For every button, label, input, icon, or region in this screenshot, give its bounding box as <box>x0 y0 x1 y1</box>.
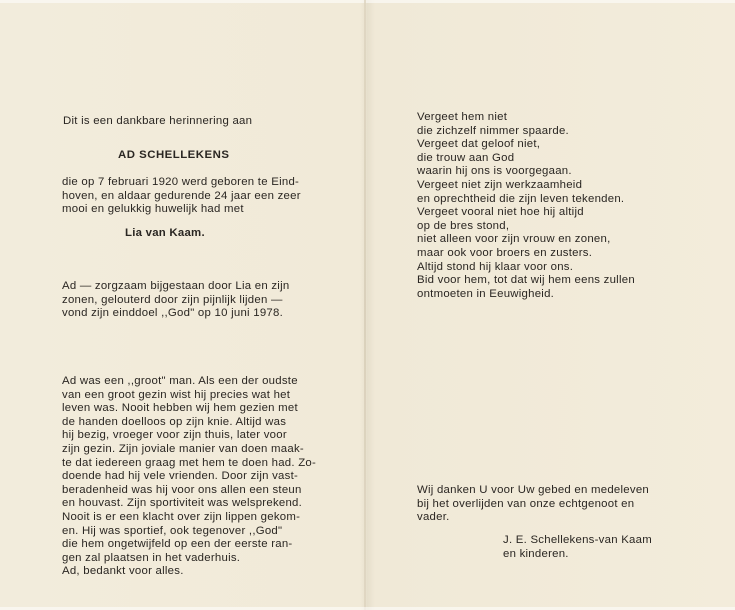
memorial-poem: Vergeet hem niet die zichzelf nimmer spaarde. Vergeet dat geloof niet, die trouw aan God waarin hij ons is voorgegaan. Vergeet niet zijn werkzaamheid en oprechtheid die zijn leven tekenden. Vergeet vooral niet hoe hij altijd op de bres stond, niet alleen voor zijn vrouw en zonen, maar ook voor broers en zusters. Altijd stond hij klaar voor ons. Bid voor hem, tot dat wij hem eens zullen ontmoeten in Eeuwigheid. <box>417 111 635 300</box>
biography-text: Ad was een ,,groot" man. Als een der oudste van een groot gezin wist hij precies wat het leven was. Nooit hebben wij hem gezien met de handen doelloos op zijn knie. Altijd was hij bezig, vroeger voor zijn thuis, later voor zijn gezin. Zijn joviale manier van doen maak- te dat iedereen graag met hem te doen had. Zo- doende had hij vele vrienden. Door zijn vast- beradenheid was hij voor ons allen een steun en houvast. Zijn sportiviteit was welsprekend. Nooit is er een klacht over zijn lippen gekom- en. Hij was sportief, ook tegenover ,,God" die hem ongetwijfeld op een der eerste ran- gen zal plaatsen in het vaderhuis. Ad, bedankt voor alles. <box>62 375 317 578</box>
birth-text: die op 7 februari 1920 werd geboren te Eind- hoven, en aldaar gedurende 24 jaar een zeer mooi en gelukkig huwelijk had met <box>62 176 301 216</box>
intro-text: Dit is een dankbare herinnering aan <box>63 115 253 127</box>
thanks-text: Wij danken U voor Uw gebed en medeleven bij het overlijden van onze echtgenoot en vader. <box>417 484 649 524</box>
death-text: Ad — zorgzaam bijgestaan door Lia en zijn zonen, gelouterd door zijn pijnlijk lijden — vond zijn einddoel ,,God" op 10 juni 1978. <box>62 280 290 320</box>
card-fold <box>364 0 366 610</box>
family-signature: J. E. Schellekens-van Kaam en kinderen. <box>503 534 652 560</box>
spouse-name: Lia van Kaam. <box>125 227 205 239</box>
deceased-name: AD SCHELLEKENS <box>118 149 230 161</box>
card-top-edge <box>0 0 735 3</box>
